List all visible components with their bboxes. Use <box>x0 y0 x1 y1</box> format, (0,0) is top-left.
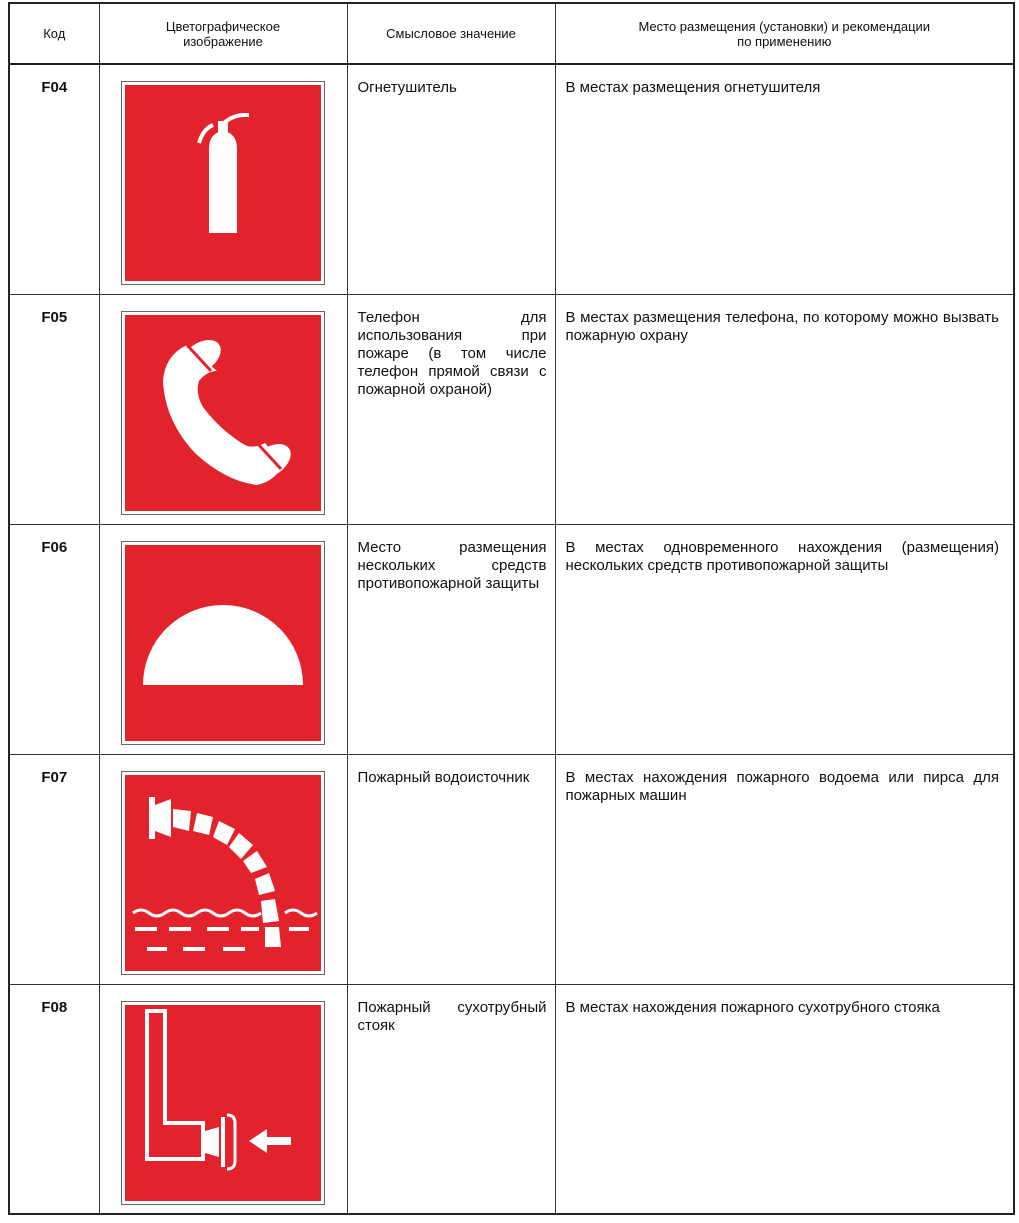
header-placement-label: Место размещения (установки) и рекомендации по применению <box>638 18 931 49</box>
sign-meaning <box>347 524 555 754</box>
table-row <box>9 524 1014 754</box>
sign-code: F08 <box>9 984 99 1214</box>
sign-image-cell <box>99 64 347 294</box>
sign-frame <box>121 771 325 975</box>
sign-image-cell <box>99 984 347 1214</box>
sign-image-cell <box>99 754 347 984</box>
sign-frame <box>121 541 325 745</box>
table-row <box>9 294 1014 524</box>
sign-placement-text: В местах размещения телефона, по которому можно вызвать пожарную охрану <box>565 308 999 344</box>
header-image <box>99 3 347 64</box>
phone-handset-icon <box>125 315 321 511</box>
sign-meaning-text: Пожарный сухотрубный стояк <box>357 998 547 1034</box>
sign-placement <box>555 64 1014 294</box>
header-image-label: Цветографическое изображение <box>165 18 281 49</box>
sign-placement-text: В местах нахождения пожарного водоема или пирса для пожарных машин <box>565 768 999 804</box>
table-row <box>9 984 1014 1214</box>
sign-meaning-text: Место размещения нескольких средств противопожарной защиты <box>357 538 547 592</box>
sign-placement <box>555 984 1014 1214</box>
table-header-row <box>9 3 1014 64</box>
sign-meaning <box>347 64 555 294</box>
sign-frame <box>121 81 325 285</box>
sign-image-cell <box>99 524 347 754</box>
sign-meaning <box>347 754 555 984</box>
header-placement <box>555 3 1014 64</box>
table-row <box>9 754 1014 984</box>
fire-water-source-icon <box>125 775 321 971</box>
sign-code: F07 <box>9 754 99 984</box>
sign-code: F06 <box>9 524 99 754</box>
sign-meaning <box>347 294 555 524</box>
sign-meaning-text: Огнетушитель <box>357 79 457 96</box>
sign-frame <box>121 311 325 515</box>
sign-code: F05 <box>9 294 99 524</box>
sign-placement <box>555 754 1014 984</box>
sign-meaning-text: Пожарный водоисточник <box>357 768 530 786</box>
sign-image-cell <box>99 294 347 524</box>
sign-placement <box>555 524 1014 754</box>
dry-riser-icon <box>125 1005 321 1201</box>
sign-placement <box>555 294 1014 524</box>
header-code: Код <box>9 3 99 64</box>
sign-meaning <box>347 984 555 1214</box>
header-meaning: Смысловое значение <box>347 3 555 64</box>
sign-placement-text: В местах размещения огнетушителя <box>565 79 821 96</box>
fire-signs-table <box>8 2 1015 1215</box>
sign-placement-text: В местах одновременного нахождения (размещения) нескольких средств противопожарной защиты <box>565 538 999 574</box>
table-row <box>9 64 1014 294</box>
fire-extinguisher-icon <box>125 85 321 281</box>
fire-equipment-dome-icon <box>125 545 321 741</box>
sign-placement-text: В местах нахождения пожарного сухотрубного стояка <box>565 998 940 1016</box>
sign-meaning-text: Телефон для использования при пожаре (в том числе телефон прямой связи с пожарной охраной) <box>357 308 547 398</box>
sign-code: F04 <box>9 64 99 294</box>
sign-frame <box>121 1001 325 1205</box>
